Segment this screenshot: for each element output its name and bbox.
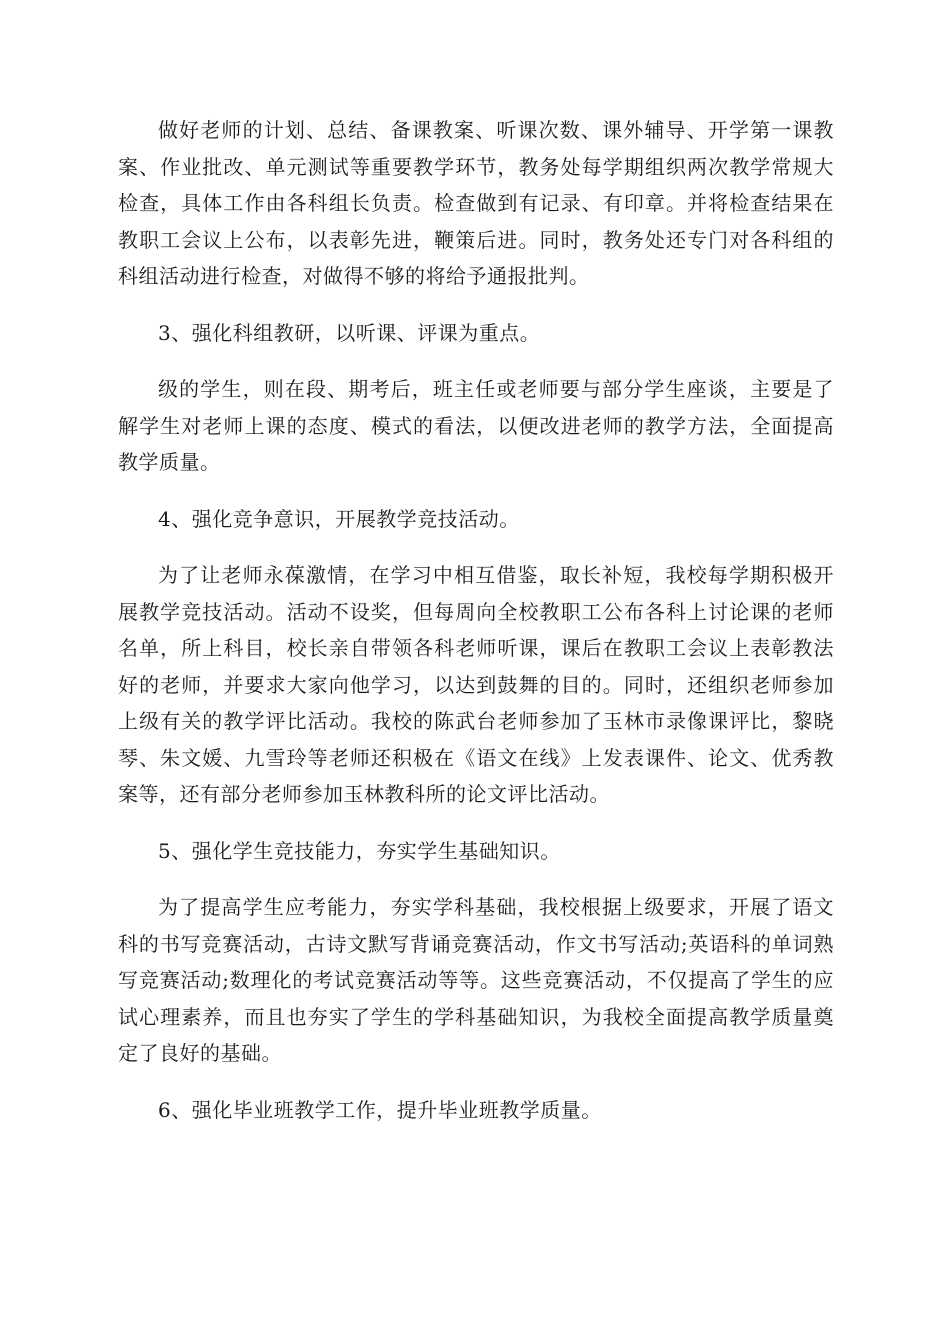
body-paragraph: 为了提高学生应考能力，夯实学科基础，我校根据上级要求，开展了语文科的书写竞赛活动，古诗文默写背诵竞赛活动，作文书写活动;英语科的单词熟写竞赛活动;数理化的考试竞赛活动等等。这些竞赛活动，不仅提高了学生的应试心理素养，而且也夯实了学生的学科基础知识，为我校全面提高教学质量奠定了良好的基础。 <box>118 895 834 1065</box>
body-paragraph: 级的学生，则在段、期考后，班主任或老师要与部分学生座谈，主要是了解学生对老师上课的态度、模式的看法，以便改进老师的教学方法，全面提高教学质量。 <box>118 377 834 474</box>
body-paragraph: 做好老师的计划、总结、备课教案、听课次数、课外辅导、开学第一课教案、作业批改、单元测试等重要教学环节，教务处每学期组织两次教学常规大检查，具体工作由各科组长负责。检查做到有记录、有印章。并将检查结果在教职工会议上公布，以表彰先进，鞭策后进。同时，教务处还专门对各科组的科组活动进行检查，对做得不够的将给予通报批判。 <box>118 118 834 288</box>
section-heading: 3、强化科组教研，以听课、评课为重点。 <box>158 320 541 345</box>
section-heading: 6、强化毕业班教学工作，提升毕业班教学质量。 <box>158 1097 602 1122</box>
section-heading: 5、强化学生竞技能力，夯实学生基础知识。 <box>158 838 561 863</box>
section-heading: 4、强化竞争意识，开展教学竞技活动。 <box>158 506 520 531</box>
document-page <box>118 112 834 1148</box>
body-paragraph: 为了让老师永葆激情，在学习中相互借鉴，取长补短，我校每学期积极开展教学竞技活动。活动不设奖，但每周向全校教职工公布各科上讨论课的老师名单，所上科目，校长亲自带领各科老师听课，课后在教职工会议上表彰教法好的老师，并要求大家向他学习，以达到鼓舞的目的。同时，还组织老师参加上级有关的教学评比活动。我校的陈武台老师参加了玉林市录像课评比，黎晓琴、朱文媛、九雪玲等老师还积极在《语文在线》上发表课件、论文、优秀教案等，还有部分老师参加玉林教科所的论文评比活动。 <box>118 563 834 806</box>
